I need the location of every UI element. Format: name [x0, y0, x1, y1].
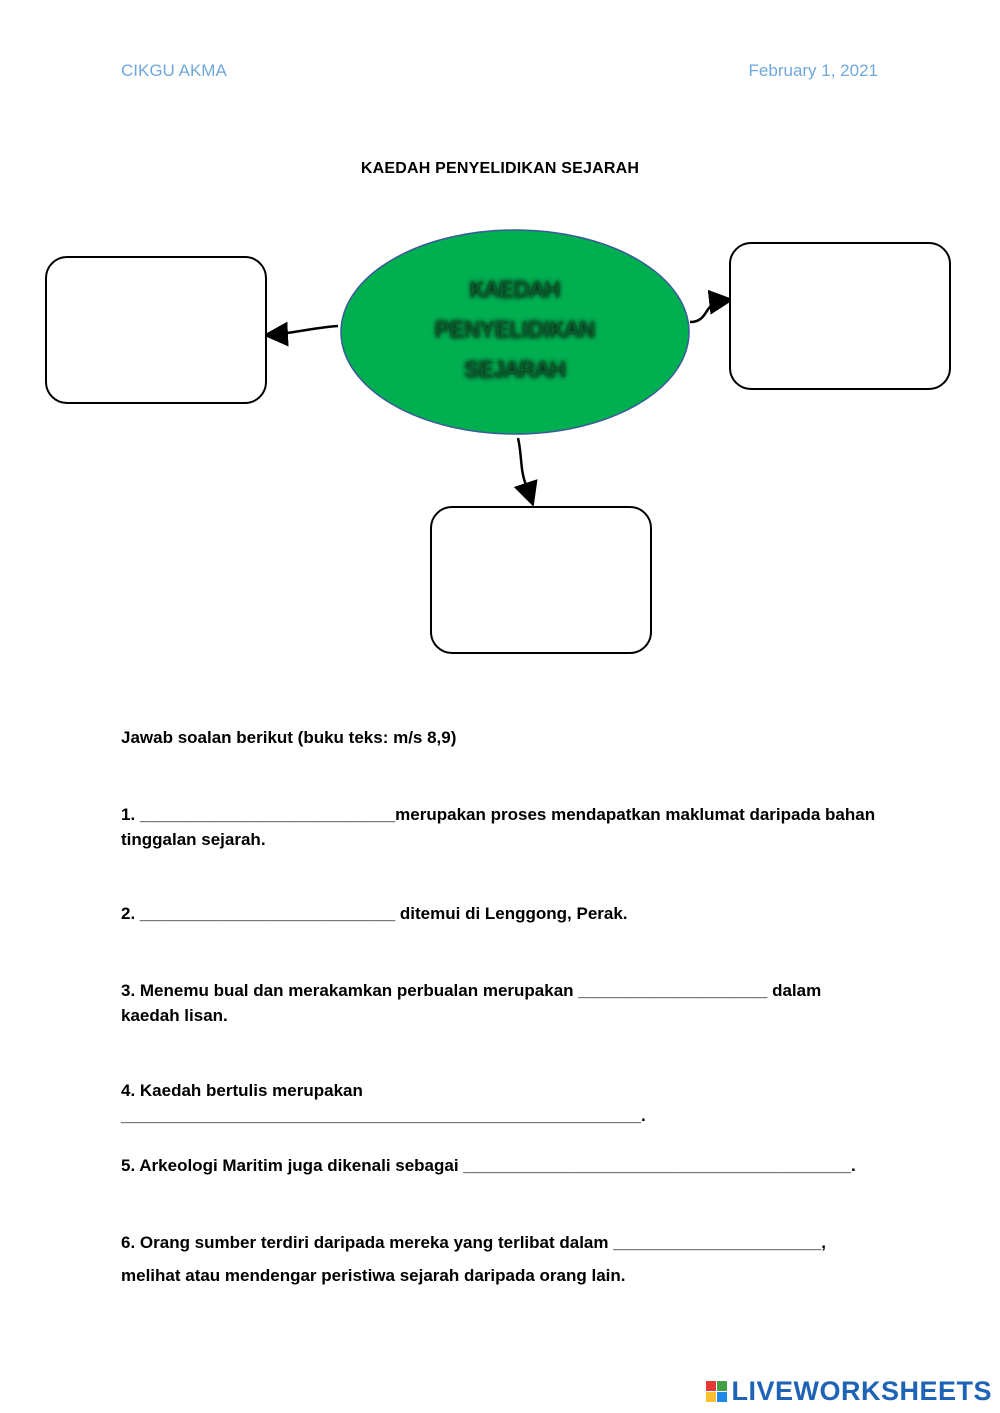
question-6-continued: melihat atau mendengar peristiwa sejarah daripada orang lain. — [121, 1266, 626, 1285]
logo-square — [706, 1392, 716, 1402]
arrow-down — [518, 438, 532, 502]
question-4: 4. Kaedah bertulis merupakan _______________________________________________________. — [121, 1081, 646, 1125]
answer-box-bottom[interactable] — [430, 506, 652, 654]
center-label-line: SEJARAH — [464, 357, 566, 382]
arrow-right — [690, 300, 729, 322]
arrow-left — [268, 326, 338, 335]
question-3: 3. Menemu bual dan merakamkan perbualan merupakan ____________________ dalam kaedah lisan. — [121, 981, 822, 1025]
worksheet-title: KAEDAH PENYELIDIKAN SEJARAH — [360, 160, 640, 177]
header-date: February 1, 2021 — [748, 61, 878, 80]
answer-box-right[interactable] — [729, 242, 951, 390]
answer-box-left[interactable] — [45, 256, 267, 404]
logo-square — [706, 1381, 716, 1391]
center-label-line: PENYELIDIKAN — [434, 317, 596, 342]
liveworksheets-logo — [706, 1376, 992, 1407]
question-2: 2. ___________________________ ditemui di Lenggong, Perak. — [121, 904, 628, 923]
logo-icon — [706, 1381, 728, 1403]
center-label-line: KAEDAH — [469, 277, 561, 302]
question-5: 5. Arkeologi Maritim juga dikenali sebagai _________________________________________. — [121, 1156, 856, 1175]
logo-text: LIVEWORKSHEETS — [731, 1376, 992, 1406]
question-6: 6. Orang sumber terdiri daripada mereka yang terlibat dalam ______________________, — [121, 1233, 826, 1252]
logo-square — [717, 1392, 727, 1402]
center-label — [400, 270, 630, 390]
logo-square — [717, 1381, 727, 1391]
header-author: CIKGU AKMA — [121, 61, 227, 80]
question-1: 1. ___________________________merupakan proses mendapatkan maklumat daripada bahan tinggalan sejarah. — [121, 805, 876, 849]
instruction-text: Jawab soalan berikut (buku teks: m/s 8,9) — [121, 728, 457, 747]
